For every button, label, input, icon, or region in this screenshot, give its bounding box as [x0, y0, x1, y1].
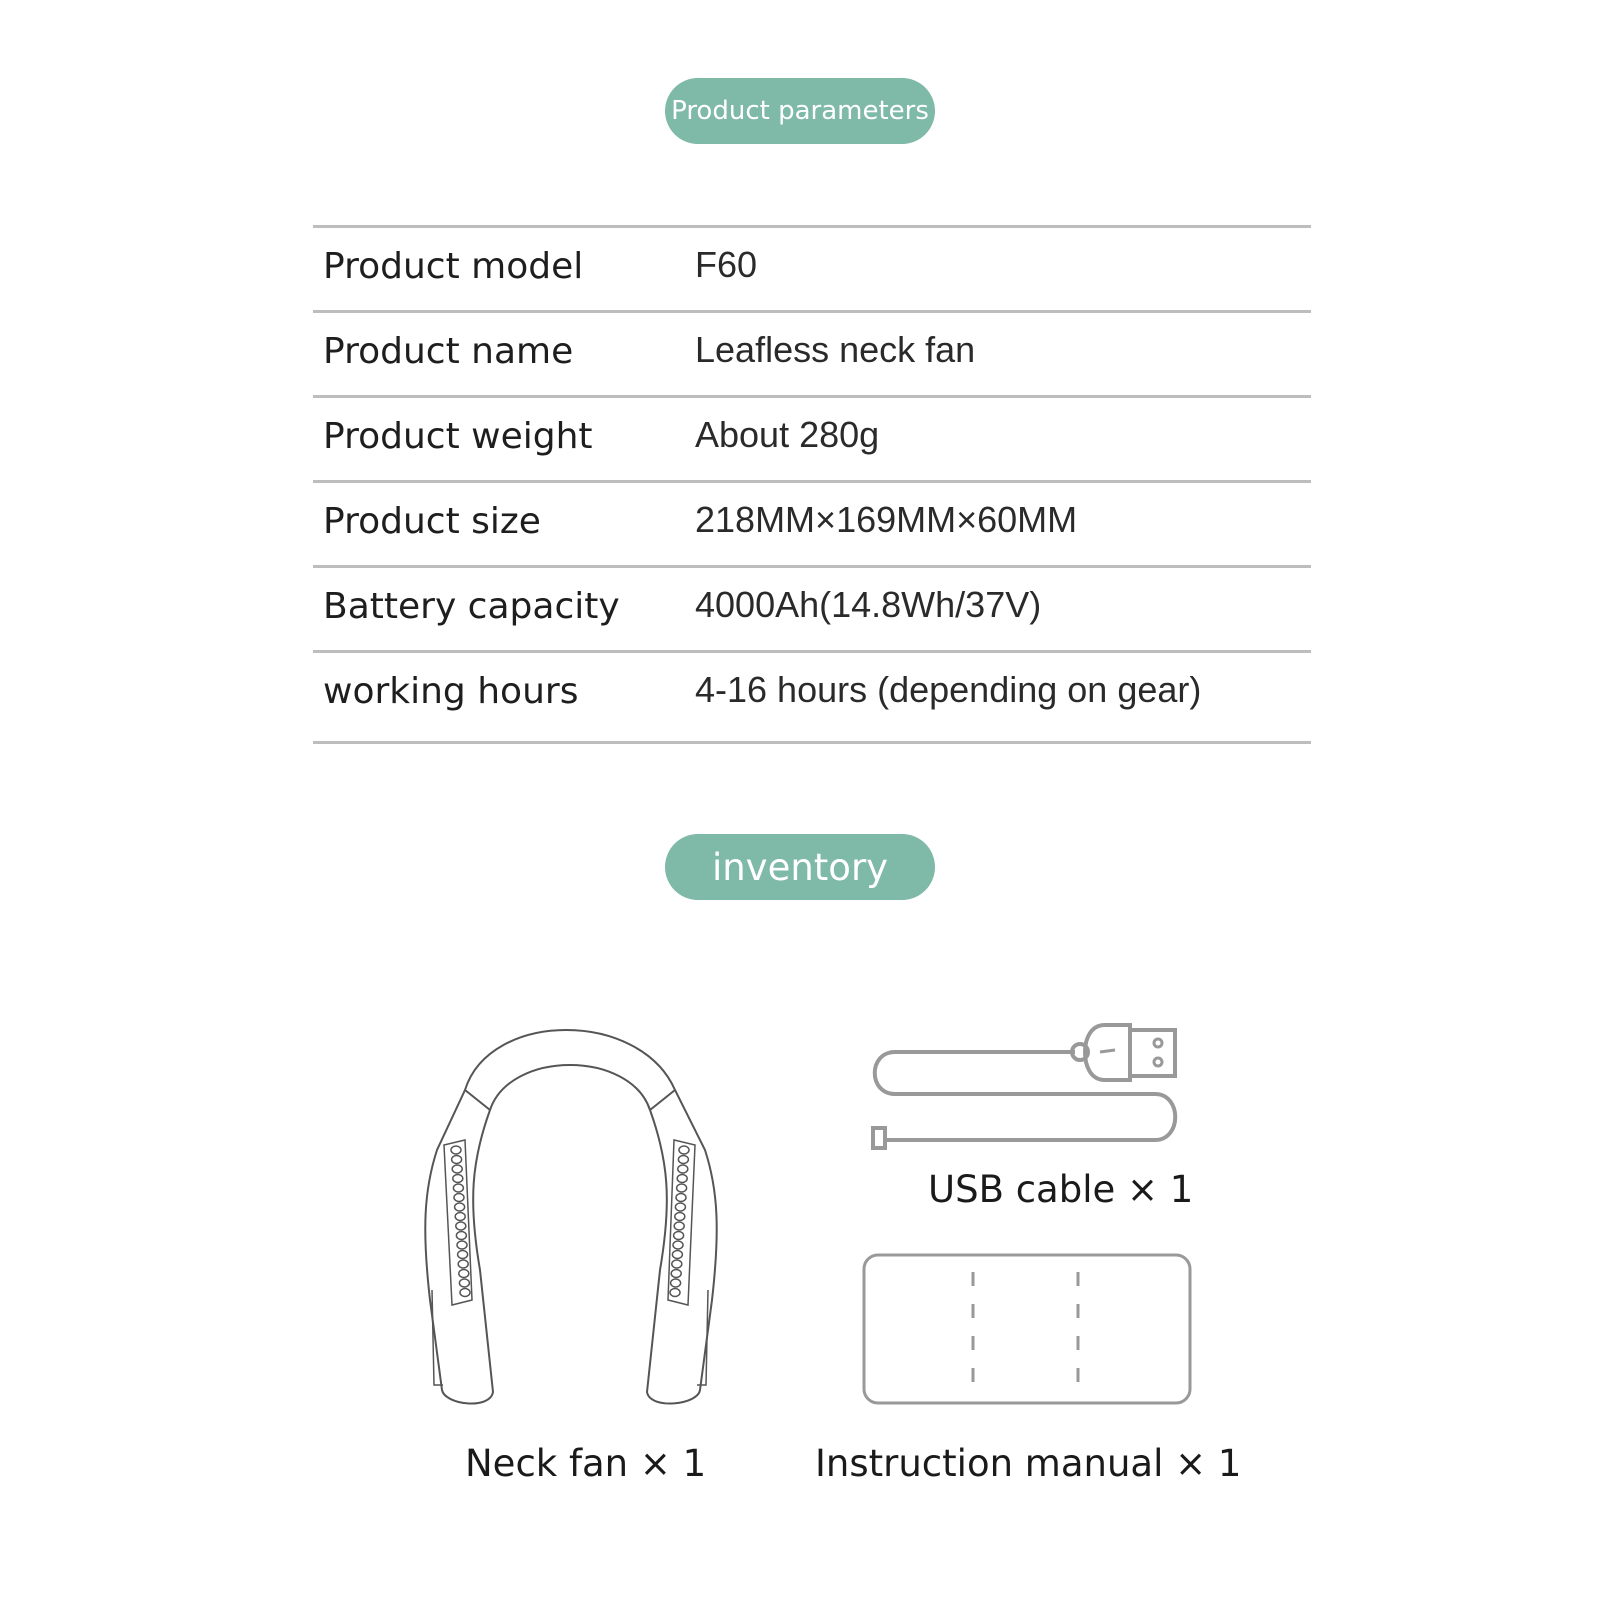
vent-hole [458, 1251, 468, 1259]
row-value: F60 [695, 244, 758, 285]
vent-hole [453, 1184, 463, 1192]
vent-hole [459, 1279, 469, 1287]
vent-hole [674, 1222, 684, 1230]
vent-hole [452, 1165, 462, 1173]
neck-fan-icon [425, 1030, 716, 1404]
row-value: About 280g [695, 414, 880, 455]
inventory-heading: inventory [665, 834, 935, 900]
vent-hole [674, 1232, 684, 1240]
manual-icon [864, 1255, 1190, 1403]
vent-hole [670, 1289, 680, 1297]
vent-hole [460, 1289, 470, 1297]
vent-hole [454, 1194, 464, 1202]
inventory-item-manual: Instruction manual × 1 [815, 1442, 1242, 1485]
vent-hole [459, 1270, 469, 1278]
vent-hole [678, 1156, 688, 1164]
vent-hole [456, 1232, 466, 1240]
vent-hole [455, 1203, 465, 1211]
row-label: Product model [323, 246, 584, 287]
row-label: Product weight [323, 416, 593, 457]
vent-hole [451, 1146, 461, 1154]
inventory-item-usb-cable: USB cable × 1 [928, 1168, 1194, 1211]
row-value: 4000Ah(14.8Wh/37V) [695, 584, 1042, 625]
vent-hole [676, 1194, 686, 1202]
vent-hole [672, 1251, 682, 1259]
vent-hole [452, 1156, 462, 1164]
vent-hole [671, 1270, 681, 1278]
row-value: 218MM×169MM×60MM [695, 499, 1078, 540]
vent-hole [672, 1260, 682, 1268]
vent-hole [679, 1146, 689, 1154]
vent-hole [675, 1203, 685, 1211]
row-label: Product name [323, 331, 574, 372]
vent-hole [677, 1175, 687, 1183]
row-label: working hours [323, 671, 579, 712]
vent-hole [673, 1241, 683, 1249]
vent-hole [677, 1184, 687, 1192]
product-parameters-heading: Product parameters [665, 78, 935, 144]
inventory-item-neck-fan: Neck fan × 1 [465, 1442, 707, 1485]
row-value: 4-16 hours (depending on gear) [695, 669, 1202, 710]
vent-hole [675, 1213, 685, 1221]
vent-hole [678, 1165, 688, 1173]
vent-hole [457, 1241, 467, 1249]
vent-hole [671, 1279, 681, 1287]
vent-hole [455, 1213, 465, 1221]
vent-hole [456, 1222, 466, 1230]
vent-hole [458, 1260, 468, 1268]
row-value: Leafless neck fan [695, 329, 976, 370]
row-label: Product size [323, 501, 541, 542]
row-label: Battery capacity [323, 586, 620, 627]
usb-cable-icon [873, 1025, 1175, 1148]
vent-hole [453, 1175, 463, 1183]
